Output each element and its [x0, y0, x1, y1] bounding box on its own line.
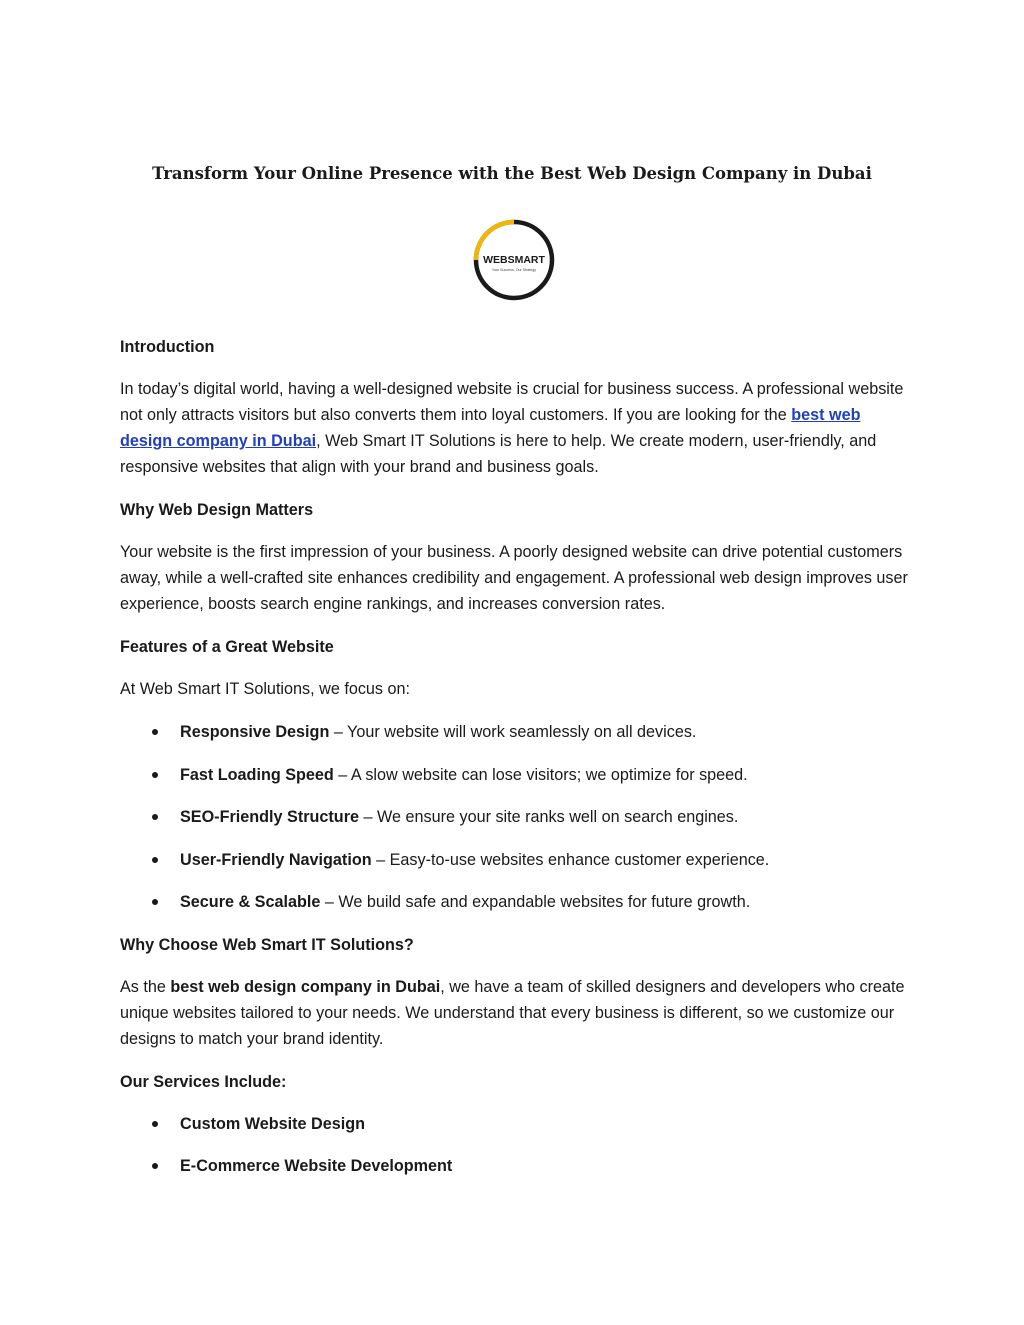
bullet-icon — [152, 857, 158, 863]
services-heading: Our Services Include: — [120, 1072, 287, 1091]
features-heading: Features of a Great Website — [120, 638, 334, 656]
feature-desc: – Your website will work seamlessly on all devices. — [329, 723, 697, 741]
feature-title: User-Friendly Navigation — [180, 850, 372, 869]
intro-text-after-link: , Web Smart IT Solutions is here to help. We create modern, user-friendly, and responsive websites that align with your brand and business goals. — [120, 432, 877, 476]
list-item — [120, 1111, 910, 1137]
best-web-design-link[interactable]: best web design company in Dubai — [120, 406, 861, 450]
feature-desc: – A slow website can lose visitors; we optimize for speed. — [333, 765, 748, 784]
list-item — [120, 762, 910, 788]
services-list — [120, 1111, 910, 1180]
websmart-logo — [462, 208, 566, 312]
feature-title: Secure & Scalable — [180, 893, 321, 911]
list-item — [120, 847, 910, 873]
features-lead: At Web Smart IT Solutions, we focus on: — [120, 680, 411, 698]
choose-text-after-bold: , we have a team of skilled designers and developers who create unique websites tailored to your needs. We understand that every business is different, so we customize our designs to match your brand identity. — [120, 977, 905, 1048]
feature-desc: – We build safe and expandable websites for future growth. — [320, 893, 751, 911]
list-item — [120, 889, 910, 915]
document-body — [120, 334, 910, 1196]
intro-heading: Introduction — [120, 338, 215, 356]
service-title: Custom Website Design — [180, 1114, 365, 1133]
list-item — [120, 719, 910, 745]
intro-text-before-link: In today’s digital world, having a well-designed website is crucial for business success. A professional website not only attracts visitors but also converts them into loyal customers. If you are looking for the — [120, 380, 904, 424]
websmart-logo-graphic — [462, 208, 566, 312]
feature-title: SEO-Friendly Structure — [180, 808, 359, 826]
why-heading: Why Web Design Matters — [120, 501, 314, 519]
list-item — [120, 804, 910, 830]
list-item — [120, 1153, 910, 1179]
choose-paragraph — [120, 974, 910, 1052]
bullet-icon — [152, 1163, 158, 1169]
choose-text-before-bold: As the — [120, 977, 171, 996]
bullet-icon — [152, 1121, 158, 1127]
service-title: E-Commerce Website Development — [180, 1157, 453, 1175]
feature-desc: – Easy-to-use websites enhance customer experience. — [371, 850, 770, 869]
bullet-icon — [152, 899, 158, 905]
features-list — [120, 719, 910, 915]
bullet-icon — [152, 814, 158, 820]
document-title: Transform Your Online Presence with the Best Web Design Company in Dubai — [152, 164, 872, 183]
bullet-icon — [152, 772, 158, 778]
choose-bold-text: best web design company in Dubai — [170, 977, 441, 996]
feature-title: Responsive Design — [180, 723, 330, 741]
bullet-icon — [152, 729, 158, 735]
feature-title: Fast Loading Speed — [180, 765, 334, 784]
why-paragraph: Your website is the first impression of your business. A poorly designed website can drive potential customers away, while a well-crafted site enhances credibility and engagement. A professional web design improves user experience, boosts search engine rankings, and increases conversion rates. — [120, 543, 908, 613]
choose-heading: Why Choose Web Smart IT Solutions? — [120, 935, 414, 954]
feature-desc: – We ensure your site ranks well on search engines. — [359, 808, 739, 826]
intro-paragraph — [120, 376, 910, 480]
logo-brand-text: WEBSMART — [483, 254, 545, 266]
logo-tagline-text: Your Success, Our Strategy — [491, 268, 537, 272]
